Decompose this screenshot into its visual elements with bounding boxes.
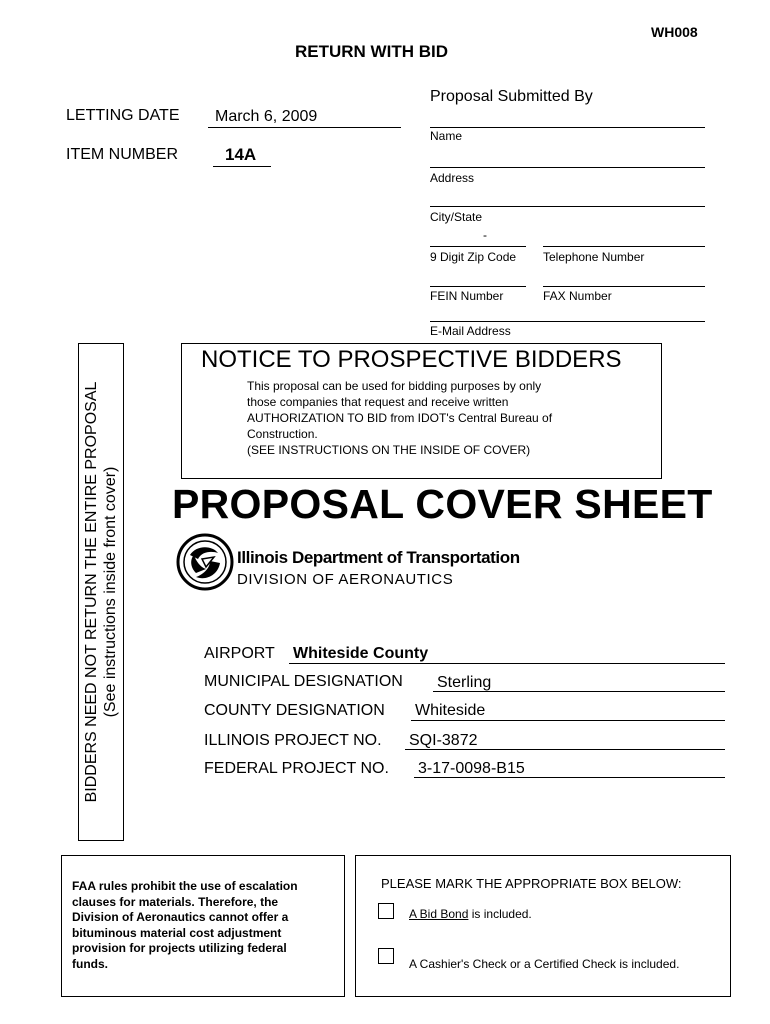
municipal-label: MUNICIPAL DESIGNATION: [204, 673, 403, 690]
zip-label: 9 Digit Zip Code: [430, 250, 517, 264]
municipal-value: Sterling: [437, 674, 492, 691]
county-value: Whiteside: [415, 702, 486, 719]
email-label: E-Mail Address: [430, 324, 511, 338]
address-label: Address: [430, 171, 475, 185]
item-number-line: [213, 166, 271, 167]
phone-line[interactable]: [543, 246, 705, 247]
zip-line[interactable]: [430, 246, 526, 247]
faa-note-line-2: clauses for materials. Therefore, the: [72, 894, 279, 909]
side-notice-line-2: (See instructions inside front cover): [102, 466, 119, 718]
letting-date-value: March 6, 2009: [215, 108, 318, 125]
return-with-bid-label: RETURN WITH BID: [295, 42, 448, 61]
bid-bond-checkbox[interactable]: [378, 903, 394, 919]
bid-security-heading: PLEASE MARK THE APPROPRIATE BOX BELOW:: [381, 876, 682, 891]
fein-label: FEIN Number: [430, 289, 504, 303]
fein-line[interactable]: [430, 286, 526, 287]
main-title: PROPOSAL COVER SHEET: [172, 481, 713, 527]
zip-dash: -: [483, 228, 487, 242]
bid-bond-suffix: is included.: [468, 907, 532, 921]
side-notice-text: [82, 344, 120, 840]
il-project-line: [405, 749, 725, 750]
faa-note-line-4: bituminous material cost adjustment: [72, 925, 282, 940]
faa-note-text: [72, 879, 336, 972]
faa-note-line-1: FAA rules prohibit the use of escalation: [72, 879, 298, 893]
faa-note-box: [61, 855, 345, 997]
side-notice-box: [78, 343, 124, 841]
side-notice-line-1: BIDDERS NEED NOT RETURN THE ENTIRE PROPOSAL: [83, 381, 100, 803]
notice-line-4: Construction.: [247, 427, 318, 441]
bid-security-box: [355, 855, 731, 997]
fed-project-value: 3-17-0098-B15: [418, 760, 525, 777]
agency-division: DIVISION OF AERONAUTICS: [237, 571, 454, 588]
name-label: Name: [430, 129, 463, 143]
faa-note-line-5: provision for projects utilizing federal: [72, 941, 287, 955]
fed-project-label: FEDERAL PROJECT NO.: [204, 760, 389, 777]
notice-line-1: This proposal can be used for bidding purposes by only: [247, 379, 542, 393]
il-project-label: ILLINOIS PROJECT NO.: [204, 732, 382, 749]
county-label: COUNTY DESIGNATION: [204, 702, 385, 719]
notice-line-5: (SEE INSTRUCTIONS ON THE INSIDE OF COVER): [247, 443, 531, 457]
faa-note-line-6: funds.: [72, 956, 108, 971]
agency-name: Illinois Department of Transportation: [237, 548, 520, 567]
form-code: WH008: [651, 24, 698, 40]
idot-logo-icon: [176, 533, 234, 591]
notice-body: [247, 378, 552, 458]
name-line[interactable]: [430, 127, 705, 128]
item-number-label: ITEM NUMBER: [66, 146, 178, 163]
cashier-check-checkbox[interactable]: [378, 948, 394, 964]
phone-label: Telephone Number: [543, 250, 645, 264]
fax-line[interactable]: [543, 286, 705, 287]
city-state-line[interactable]: [430, 206, 705, 207]
fed-project-line: [414, 777, 725, 778]
airport-label: AIRPORT: [204, 645, 275, 662]
submitted-by-heading: Proposal Submitted By: [430, 88, 593, 105]
faa-note-line-3: Division of Aeronautics cannot offer a: [72, 910, 289, 924]
airport-value: Whiteside County: [293, 645, 429, 662]
notice-title: NOTICE TO PROSPECTIVE BIDDERS: [201, 346, 622, 373]
letting-date-label: LETTING DATE: [66, 107, 180, 124]
letting-date-line: [208, 127, 401, 128]
county-line: [411, 720, 725, 721]
notice-line-3: AUTHORIZATION TO BID from IDOT's Central Bureau of: [247, 411, 553, 425]
bid-bond-option: [409, 907, 532, 921]
notice-box: [181, 343, 662, 479]
cashier-check-label: A Cashier's Check or a Certified Check is included.: [409, 957, 680, 971]
airport-line: [289, 663, 725, 664]
item-number-value: 14A: [225, 145, 257, 164]
il-project-value: SQI-3872: [409, 732, 478, 749]
address-line[interactable]: [430, 167, 705, 168]
municipal-line: [433, 691, 725, 692]
notice-line-2: those companies that request and receive written: [247, 395, 509, 409]
city-state-label: City/State: [430, 210, 483, 224]
fax-label: FAX Number: [543, 289, 612, 303]
email-line[interactable]: [430, 321, 705, 322]
bid-bond-label: A Bid Bond: [409, 907, 469, 921]
